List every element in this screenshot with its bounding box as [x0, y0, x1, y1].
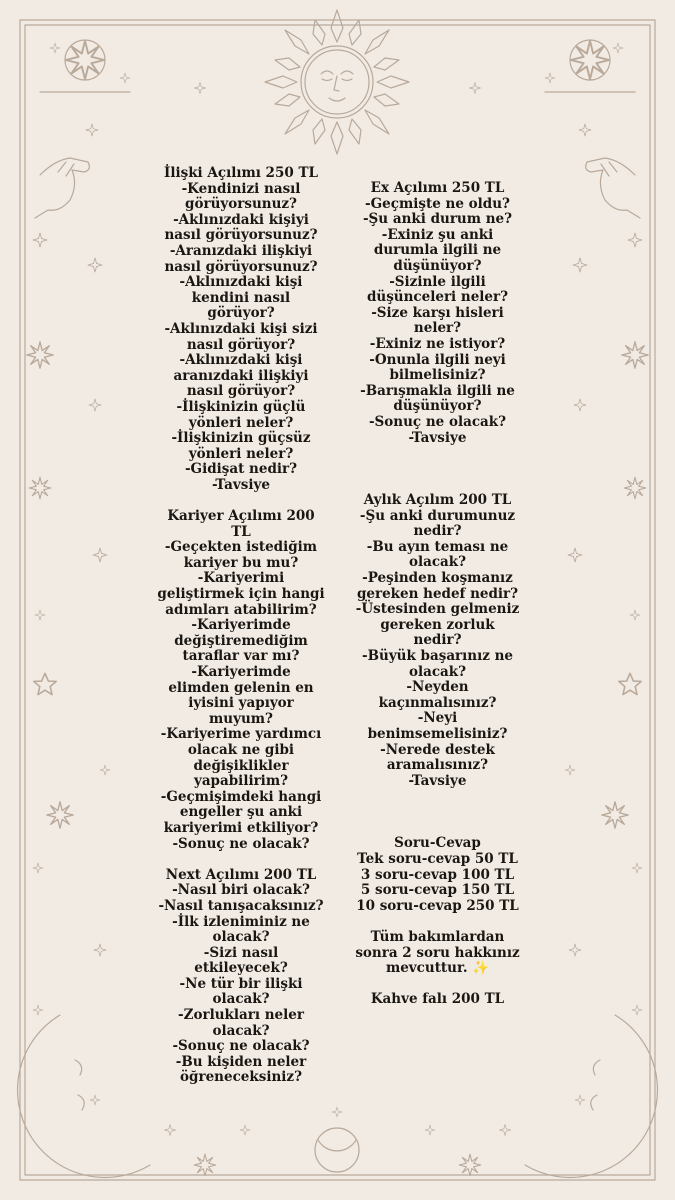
aylik-acilim-section [345, 493, 530, 789]
question-line: olacak? [212, 991, 270, 1008]
question-line: kaçınmalısınız? [378, 694, 497, 711]
question-line: -Sizinle ilgili [389, 273, 486, 290]
question-line: kariyer bu mu? [183, 554, 299, 571]
question-line: 3 soru-cevap 100 TL [360, 866, 515, 883]
question-line: adımları atabilirim? [165, 601, 317, 618]
question-line: -Aklınızdaki kişi [179, 352, 303, 369]
section-title: Kahve falı 200 TL [370, 991, 505, 1008]
frame-inner [25, 25, 650, 1175]
question-line: -Şu anki durumunuz [359, 507, 516, 524]
next-acilimi-section [150, 868, 332, 1086]
question-line: -Sonuç ne olacak? [368, 413, 507, 430]
question-line: 5 soru-cevap 150 TL [360, 882, 515, 899]
question-line: gereken zorluk [380, 616, 495, 633]
bonus-question-note [345, 930, 530, 977]
question-line: -Tavsiye [212, 476, 270, 493]
question-line: yönleri neler? [188, 445, 294, 462]
iliski-acilimi-section [150, 166, 332, 493]
question-line: -Üstesinden gelmeniz [355, 601, 520, 618]
frame-outer [20, 20, 655, 1180]
question-line: aranızdaki ilişkiyi [173, 367, 309, 384]
question-line: -Nerede destek [380, 741, 495, 758]
question-line: görüyorsunuz? [185, 196, 297, 213]
question-line: -Barışmakla ilgili ne [360, 382, 515, 399]
question-line: -Gidişat nedir? [184, 461, 298, 478]
question-line: -Geçekten istediğim [164, 539, 318, 556]
question-line: yönleri neler? [188, 414, 294, 431]
question-line: -Aklınızdaki kişi sizi [164, 320, 318, 337]
question-line: -Onunla ilgili neyi [369, 351, 506, 368]
section-title: Aylık Açılım 200 TL [363, 492, 512, 509]
question-line: -Kariyerimi [197, 570, 285, 587]
sparkle-star-icon [40, 40, 635, 136]
question-line: olacak? [408, 554, 467, 571]
question-line: TL [231, 523, 251, 540]
section-title: Tüm bakımlardan [370, 928, 505, 945]
question-line: mevcuttur. ✨ [385, 960, 490, 977]
question-line: olacak? [408, 663, 467, 680]
question-line: sonra 2 soru hakkınız [355, 944, 520, 961]
question-line: -Ne tür bir ilişki [179, 975, 303, 992]
question-line: engeller şu anki [179, 804, 303, 821]
kariyer-acilimi-section [150, 509, 332, 852]
question-line: -Exiniz şu anki [381, 226, 494, 243]
question-line: Tek soru-cevap 50 TL [357, 850, 518, 867]
question-line: kariyerimi etkiliyor? [163, 819, 319, 836]
crescent-moon-icon [315, 1107, 359, 1172]
question-line: -Kariyerime yardımcı [160, 726, 322, 743]
right-column [345, 181, 530, 1008]
question-line: -Neyden [406, 679, 469, 696]
question-line: -Sizi nasıl [203, 944, 279, 961]
question-line: -Büyük başarınız ne [361, 648, 514, 665]
question-line: düşünceleri neler? [366, 289, 509, 306]
question-line: nedir? [413, 523, 462, 540]
question-line: -İlişkinizin güçsüz [171, 430, 311, 447]
question-line: -İlişkinizin güçlü [176, 398, 306, 415]
question-line: -İlk izleniminiz ne [172, 913, 310, 930]
question-line: kendini nasıl [191, 289, 291, 306]
question-line: nasıl görüyorsunuz? [164, 227, 318, 244]
question-line: yapabilirim? [193, 773, 289, 790]
question-line: -Nasıl tanışacaksınız? [158, 897, 324, 914]
question-line: -Zorlukları neler [178, 1007, 304, 1024]
question-line: -Bu kişiden neler [175, 1053, 307, 1070]
question-line: nasıl görüyorsunuz? [164, 258, 318, 275]
question-line: nasıl görüyor? [186, 336, 296, 353]
section-title: İlişki Açılımı 250 TL [164, 165, 318, 181]
question-line: -Tavsiye [408, 772, 467, 789]
question-line: -Size karşı hisleri [371, 304, 504, 321]
question-line: elimden gelenin en [168, 679, 314, 696]
question-line: -Aklınızdaki kişiyi [173, 211, 309, 228]
question-line: düşünüyor? [393, 257, 482, 274]
section-title: Kariyer Açılımı 200 [167, 508, 315, 525]
left-column [150, 166, 332, 1086]
question-line: bilmelisiniz? [389, 367, 486, 384]
question-line: -Sonuç ne olacak? [172, 1038, 310, 1055]
question-line: nedir? [413, 632, 462, 649]
ex-acilimi-section [345, 181, 530, 446]
section-title: Next Açılımı 200 TL [165, 866, 317, 883]
question-line: değiştiremediğim [174, 632, 308, 649]
question-line: olacak ne gibi [187, 741, 295, 758]
question-line: -Geçmişimdeki hangi [160, 788, 322, 805]
question-line: düşünüyor? [393, 398, 482, 415]
question-line: -Neyi [417, 710, 458, 727]
sun-face-icon [265, 10, 409, 154]
question-line: -Şu anki durum ne? [362, 211, 513, 228]
question-line: benimsemelisiniz? [367, 726, 508, 742]
question-line: gereken hedef nedir? [356, 585, 519, 602]
question-line: aramalısınız? [386, 757, 489, 774]
section-title: Ex Açılımı 250 TL [370, 180, 505, 196]
question-line: muyum? [209, 710, 273, 727]
question-line: -Sonuç ne olacak? [172, 835, 310, 852]
question-line: durumla ilgili ne [373, 242, 502, 259]
question-line: taraflar var mı? [182, 648, 300, 665]
question-line: geliştirmek için hangi [157, 586, 325, 603]
question-line: neler? [413, 320, 462, 337]
soru-cevap-section [345, 836, 530, 914]
kahve-fali-price [345, 992, 530, 1008]
question-line: -Aranızdaki ilişkiyi [169, 242, 313, 259]
question-line: -Tavsiye [408, 429, 467, 446]
question-line: -Exiniz ne istiyor? [369, 335, 506, 352]
question-line: etkileyecek? [194, 960, 288, 977]
question-line: görüyor? [207, 305, 275, 322]
question-line: -Peşinden koşmanız [362, 570, 513, 587]
question-line: -Kariyerimde [191, 617, 291, 634]
question-line: -Nasıl biri olacak? [172, 882, 310, 899]
question-line: -Kariyerimde [191, 664, 291, 680]
question-line: olacak? [212, 1022, 270, 1039]
question-line: öğreneceksiniz? [180, 1069, 302, 1086]
question-line: -Bu ayın teması ne [366, 538, 509, 555]
question-line: -Kendinizi nasıl [181, 180, 301, 197]
question-line: -Geçmişte ne oldu? [365, 195, 510, 212]
section-title: Soru-Cevap [394, 835, 481, 852]
question-line: nasıl görüyor? [186, 383, 296, 400]
question-line: iyisini yapıyor [188, 695, 294, 712]
question-line: -Aklınızdaki kişi [179, 274, 303, 291]
question-line: olacak? [212, 929, 270, 946]
question-line: değişiklikler [193, 757, 289, 774]
moon-face-icon [18, 1015, 658, 1177]
hand-icon [35, 158, 640, 218]
question-line: 10 soru-cevap 250 TL [356, 897, 519, 914]
